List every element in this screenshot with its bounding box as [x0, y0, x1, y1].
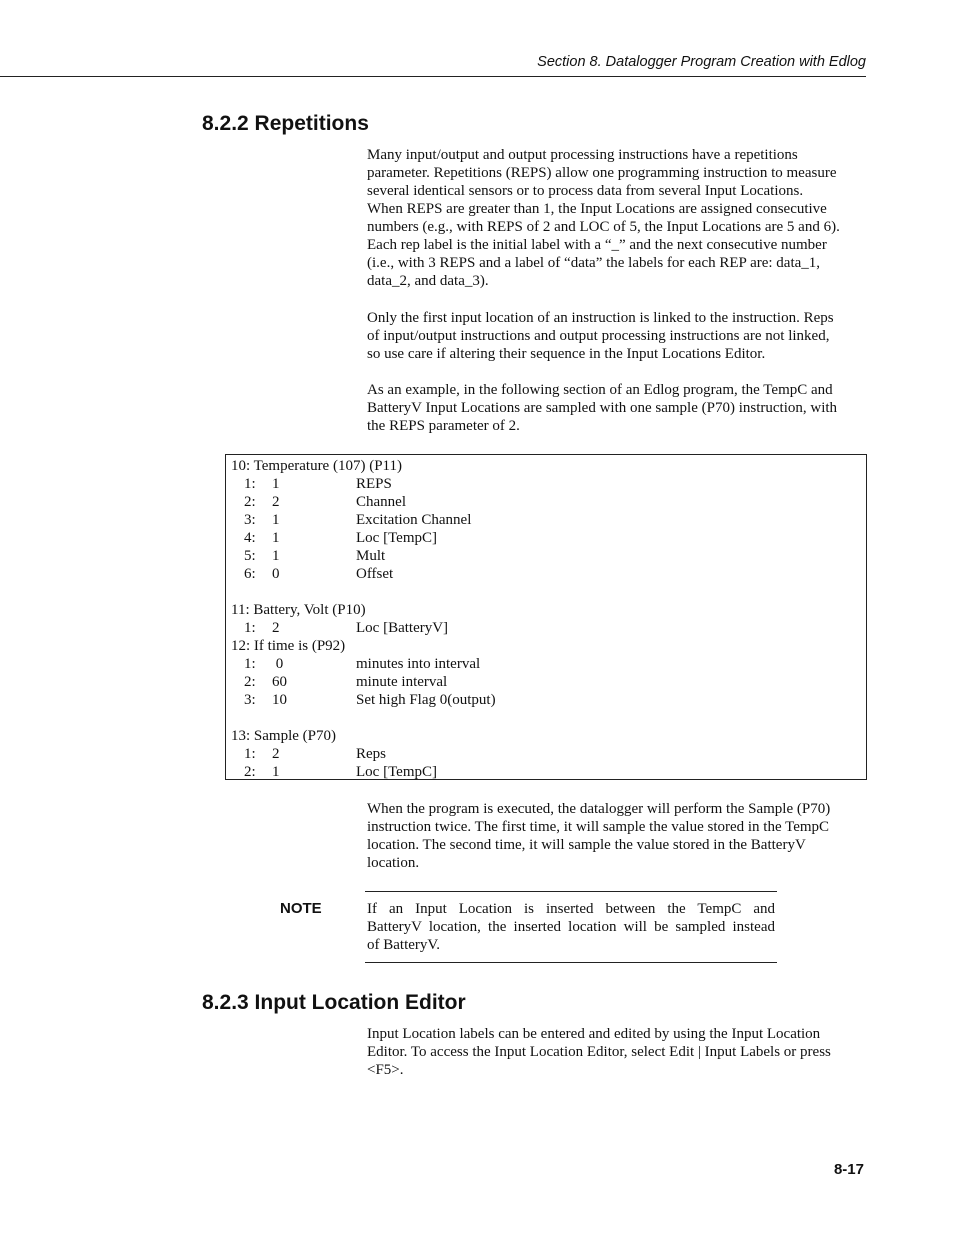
param-value: 1 [272, 476, 280, 492]
text-line: (i.e., with 3 REPS and a label of “data” the labels for each REP are: data_1, [367, 255, 821, 271]
param-value: 1 [272, 512, 280, 528]
text-line: the REPS parameter of 2. [367, 418, 520, 434]
paragraph-execution [367, 800, 862, 872]
text-line: <F5>. [367, 1062, 404, 1078]
param-description: REPS [356, 476, 392, 492]
param-value: 2 [272, 620, 280, 636]
text-line: several identical sensors or to process data from several Input Locations. [367, 183, 804, 199]
text-line: data_2, and data_3). [367, 273, 489, 289]
note-label: NOTE [280, 900, 322, 917]
paragraph-repetitions-intro [367, 146, 862, 290]
text-line: parameter. Repetitions (REPS) allow one programming instruction to measure [367, 165, 837, 181]
param-value: 60 [272, 674, 287, 690]
param-number: 1: [244, 476, 256, 492]
param-description: Mult [356, 548, 386, 564]
param-description: Offset [356, 566, 394, 582]
instruction-header: 13: Sample (P70) [231, 728, 336, 744]
param-number: 1: [244, 620, 256, 636]
param-number: 2: [244, 764, 256, 780]
param-value: 0 [272, 656, 284, 672]
param-description: Loc [TempC] [356, 764, 438, 780]
param-description: Loc [BatteryV] [356, 620, 449, 636]
param-description: Channel [356, 494, 406, 510]
param-number: 1: [244, 656, 256, 672]
param-number: 2: [244, 494, 256, 510]
paragraph-input-location-editor [367, 1025, 862, 1079]
param-description: minutes into interval [356, 656, 481, 672]
param-value: 0 [272, 566, 280, 582]
instruction-header: 10: Temperature (107) (P11) [231, 458, 402, 474]
paragraph-linking [367, 309, 862, 363]
paragraph-example [367, 381, 862, 435]
param-number: 6: [244, 566, 256, 582]
text-line: Only the first input location of an instruction is linked to the instruction. Reps [367, 310, 834, 326]
text-line: Many input/output and output processing instructions have a repetitions [367, 147, 798, 163]
running-header: Section 8. Datalogger Program Creation with Edlog [537, 54, 866, 70]
param-number: 4: [244, 530, 256, 546]
text-line: so use care if altering their sequence in the Input Locations Editor. [367, 346, 766, 362]
param-description: Reps [356, 746, 386, 762]
param-value: 1 [272, 764, 280, 780]
edlog-program-listing [225, 454, 867, 780]
text-line: numbers (e.g., with REPS of 2 and LOC of 5, the Input Locations are 5 and 6). [367, 219, 840, 235]
param-description: Loc [TempC] [356, 530, 438, 546]
header-rule [0, 76, 866, 77]
section-heading-repetitions: 8.2.2 Repetitions [202, 112, 369, 135]
text-line: Each rep label is the initial label with a “_” and the next consecutive number [367, 237, 827, 253]
text-line: instruction twice. The first time, it will sample the value stored in the TempC [367, 819, 830, 835]
instruction-header: 12: If time is (P92) [231, 638, 346, 654]
text-line: BatteryV location, the inserted location will be sampled instead [367, 919, 775, 935]
text-line: When the program is executed, the datalogger will perform the Sample (P70) [367, 801, 831, 817]
text-line: location. [367, 855, 420, 871]
param-number: 2: [244, 674, 256, 690]
section-heading-input-location-editor: 8.2.3 Input Location Editor [202, 991, 466, 1014]
instruction-header: 11: Battery, Volt (P10) [231, 602, 366, 618]
param-value: 2 [272, 746, 280, 762]
param-value: 1 [272, 548, 280, 564]
note-rule-bottom [365, 962, 777, 963]
text-line: of BatteryV. [367, 937, 441, 953]
param-value: 2 [272, 494, 280, 510]
text-line: As an example, in the following section of an Edlog program, the TempC and [367, 382, 833, 398]
text-line: BatteryV Input Locations are sampled with one sample (P70) instruction, with [367, 400, 838, 416]
text-line: When REPS are greater than 1, the Input Locations are assigned consecutive [367, 201, 827, 217]
page-number: 8-17 [833, 1161, 864, 1178]
param-number: 3: [244, 512, 256, 528]
text-line: Input Location labels can be entered and edited by using the Input Location [367, 1026, 821, 1042]
note-text [367, 900, 775, 954]
text-line: Editor. To access the Input Location Editor, select Edit | Input Labels or press [367, 1044, 831, 1060]
text-line: of input/output instructions and output processing instructions are not linked, [367, 328, 830, 344]
param-description: Set high Flag 0(output) [356, 692, 496, 708]
param-number: 3: [244, 692, 256, 708]
note-rule-top [365, 891, 777, 892]
param-description: minute interval [356, 674, 448, 690]
param-value: 1 [272, 530, 280, 546]
param-number: 5: [244, 548, 256, 564]
text-line: location. The second time, it will sample the value stored in the BatteryV [367, 837, 806, 853]
param-number: 1: [244, 746, 256, 762]
param-description: Excitation Channel [356, 512, 472, 528]
param-value: 10 [272, 692, 287, 708]
text-line: If an Input Location is inserted between the TempC and [367, 901, 775, 917]
